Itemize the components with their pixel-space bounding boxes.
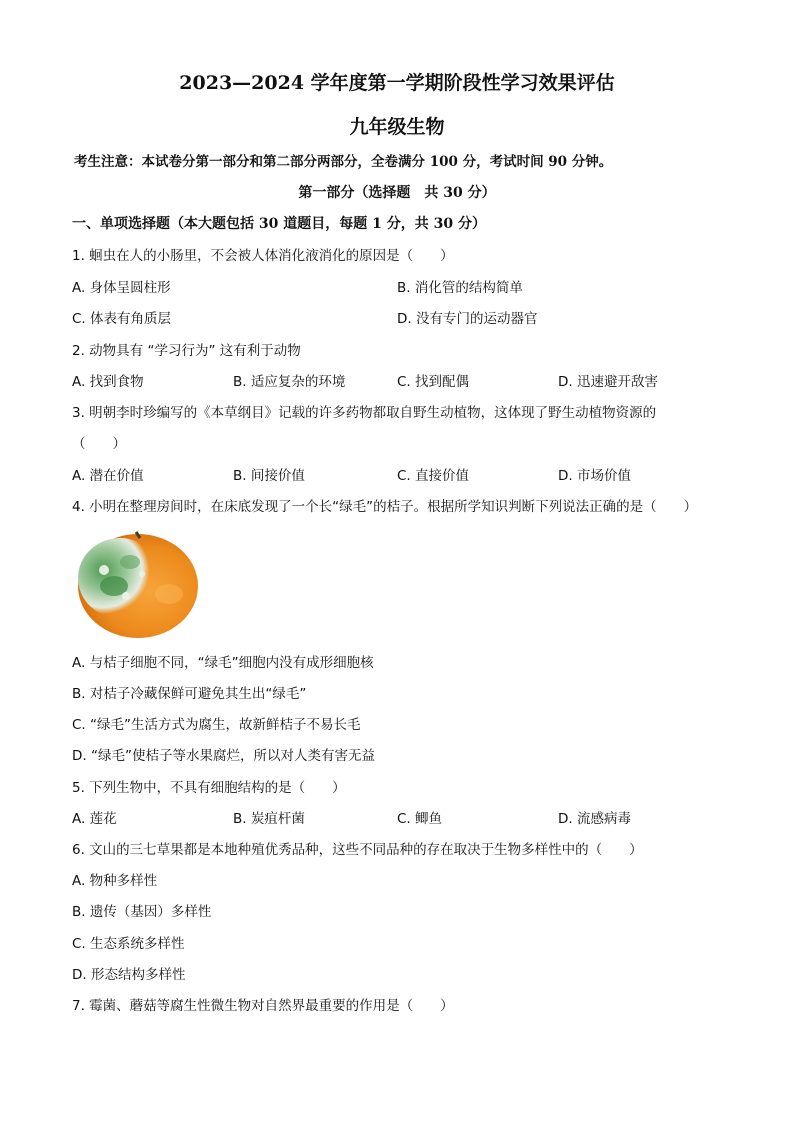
section-heading: 一、单项选择题（本大题包括 30 道题目，每题 1 分，共 30 分） bbox=[72, 216, 486, 232]
moldy-orange-image bbox=[74, 526, 200, 640]
option: B. 炭疽杆菌 bbox=[233, 811, 305, 827]
option: A. 潜在价值 bbox=[72, 468, 144, 484]
option: B. 遗传（基因）多样性 bbox=[72, 904, 212, 920]
candidate-notice: 考生注意：本试卷分第一部分和第二部分两部分，全卷满分 100 分，考试时间 90 分钟。 bbox=[74, 154, 613, 170]
option: C. 直接价值 bbox=[397, 468, 470, 484]
exam-title: 2023—2024 学年度第一学期阶段性学习效果评估 bbox=[179, 72, 615, 94]
question-stem: 4. 小明在整理房间时，在床底发现了一个长“绿毛”的桔子。根据所学知识判断下列说法正确的是（ ） bbox=[72, 499, 698, 515]
question-stem: 1. 蛔虫在人的小肠里，不会被人体消化液消化的原因是（ ） bbox=[72, 248, 454, 264]
option: D. 形态结构多样性 bbox=[72, 967, 186, 983]
part-heading: 第一部分（选择题 共 30 分） bbox=[298, 185, 496, 201]
option: B. 对桔子冷藏保鲜可避免其生出“绿毛” bbox=[72, 686, 307, 702]
question-stem: 5. 下列生物中，不具有细胞结构的是（ ） bbox=[72, 780, 346, 796]
option: A. 找到食物 bbox=[72, 374, 144, 390]
option: C. 找到配偶 bbox=[397, 374, 470, 390]
question-stem: 6. 文山的三七草果都是本地种殖优秀品种，这些不同品种的存在取决于生物多样性中的（ ） bbox=[72, 842, 643, 858]
question-stem-continued: （ ） bbox=[72, 436, 126, 452]
question-stem: 2. 动物具有 “学习行为” 这有利于动物 bbox=[72, 343, 301, 359]
option: D. 市场价值 bbox=[558, 468, 631, 484]
option: A. 与桔子细胞不同，“绿毛”细胞内没有成形细胞核 bbox=[72, 655, 374, 671]
option: D. 流感病毒 bbox=[558, 811, 631, 827]
option: B. 消化管的结构简单 bbox=[397, 280, 523, 296]
option: C. 体表有角质层 bbox=[72, 311, 172, 327]
option: B. 适应复杂的环境 bbox=[233, 374, 346, 390]
option: D. 没有专门的运动器官 bbox=[397, 311, 538, 327]
option: A. 身体呈圆柱形 bbox=[72, 280, 171, 296]
question-stem: 3. 明朝李时珍编写的《本草纲目》记载的许多药物都取自野生动植物，这体现了野生动植物资源的 bbox=[72, 405, 657, 421]
exam-subtitle: 九年级生物 bbox=[349, 116, 445, 138]
option: D. “绿毛”使桔子等水果腐烂，所以对人类有害无益 bbox=[72, 748, 375, 764]
option: A. 物种多样性 bbox=[72, 873, 158, 889]
option: C. 鲫鱼 bbox=[397, 811, 443, 827]
option: D. 迅速避开敌害 bbox=[558, 374, 658, 390]
option: C. 生态系统多样性 bbox=[72, 936, 185, 952]
option: C. “绿毛”生活方式为腐生，故新鲜桔子不易长毛 bbox=[72, 717, 361, 733]
question-stem: 7. 霉菌、蘑菇等腐生性微生物对自然界最重要的作用是（ ） bbox=[72, 998, 454, 1014]
option: A. 莲花 bbox=[72, 811, 117, 827]
option: B. 间接价值 bbox=[233, 468, 305, 484]
